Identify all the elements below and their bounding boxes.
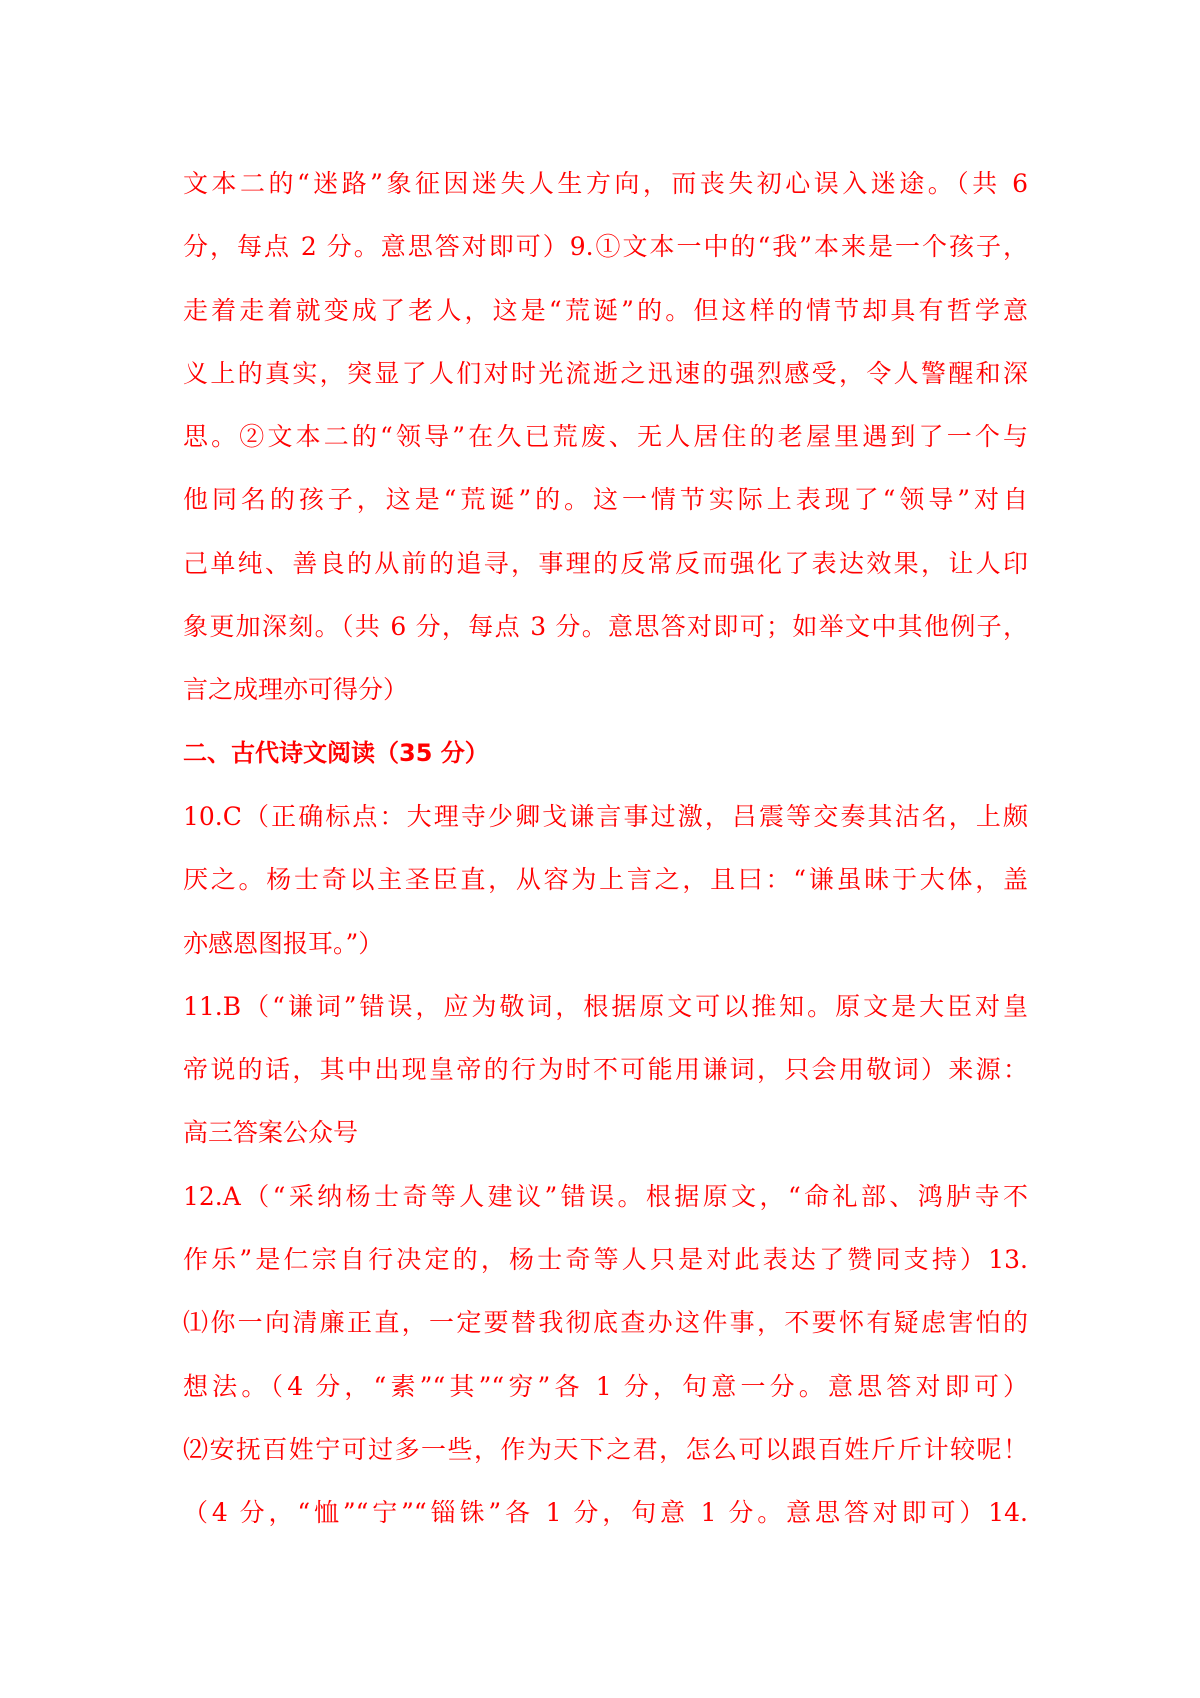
text-line-21: ⑵安抚百姓宁可过多一些，作为天下之君，怎么可以跟百姓斤斤计较呢！ bbox=[183, 1434, 1028, 1464]
text-line-6: 他同名的孩子，这是“荒诞”的。这一情节实际上表现了“领导”对自 bbox=[183, 485, 1028, 515]
text-line-4: 义上的真实，突显了人们对时光流逝之迅速的强烈感受，令人警醒和深 bbox=[183, 358, 1028, 388]
text-line-2: 分，每点 2 分。意思答对即可）9.①文本一中的“我”本来是一个孩子， bbox=[183, 232, 1028, 262]
answer-text-block bbox=[183, 152, 1028, 1545]
text-line-14: 11.B（“谦词”错误，应为敬词，根据原文可以推知。原文是大臣对皇 bbox=[183, 991, 1028, 1021]
text-line-19: ⑴你一向清廉正直，一定要替我彻底查办这件事，不要怀有疑虑害怕的 bbox=[183, 1308, 1028, 1338]
section-heading: 二、古代诗文阅读（35 分） bbox=[183, 738, 489, 767]
text-line-13: 亦感恩图报耳。”） bbox=[183, 928, 384, 958]
text-line-16: 高三答案公众号 bbox=[183, 1118, 359, 1148]
text-line-11: 10.C（正确标点：大理寺少卿戈谦言事过激，吕震等交奏其沽名，上颇 bbox=[183, 801, 1028, 831]
text-line-9: 言之成理亦可得分） bbox=[183, 675, 409, 705]
text-line-5: 思。②文本二的“领导”在久已荒废、无人居住的老屋里遇到了一个与 bbox=[183, 422, 1028, 452]
text-line-7: 己单纯、善良的从前的追寻，事理的反常反而强化了表达效果，让人印 bbox=[183, 548, 1028, 578]
text-line-12: 厌之。杨士奇以主圣臣直，从容为上言之，且曰：“谦虽昧于大体，盖 bbox=[183, 865, 1028, 895]
text-line-3: 走着走着就变成了老人，这是“荒诞”的。但这样的情节却具有哲学意 bbox=[183, 295, 1028, 325]
text-line-18: 作乐”是仁宗自行决定的，杨士奇等人只是对此表达了赞同支持）13. bbox=[183, 1245, 1028, 1275]
text-line-8: 象更加深刻。（共 6 分，每点 3 分。意思答对即可；如举文中其他例子， bbox=[183, 612, 1028, 642]
text-line-20: 想法。（4 分，“素”“其”“穷”各 1 分，句意一分。意思答对即可） bbox=[183, 1371, 1028, 1401]
text-line-15: 帝说的话，其中出现皇帝的行为时不可能用谦词，只会用敬词）来源： bbox=[183, 1055, 1028, 1085]
text-line-22: （4 分，“恤”“宁”“锱铢”各 1 分，句意 1 分。意思答对即可）14. bbox=[183, 1498, 1028, 1528]
text-line-1: 文本二的“迷路”象征因迷失人生方向，而丧失初心误入迷途。（共 6 bbox=[183, 169, 1028, 198]
text-line-17: 12.A（“采纳杨士奇等人建议”错误。根据原文，“命礼部、鸿胪寺不 bbox=[183, 1181, 1028, 1211]
